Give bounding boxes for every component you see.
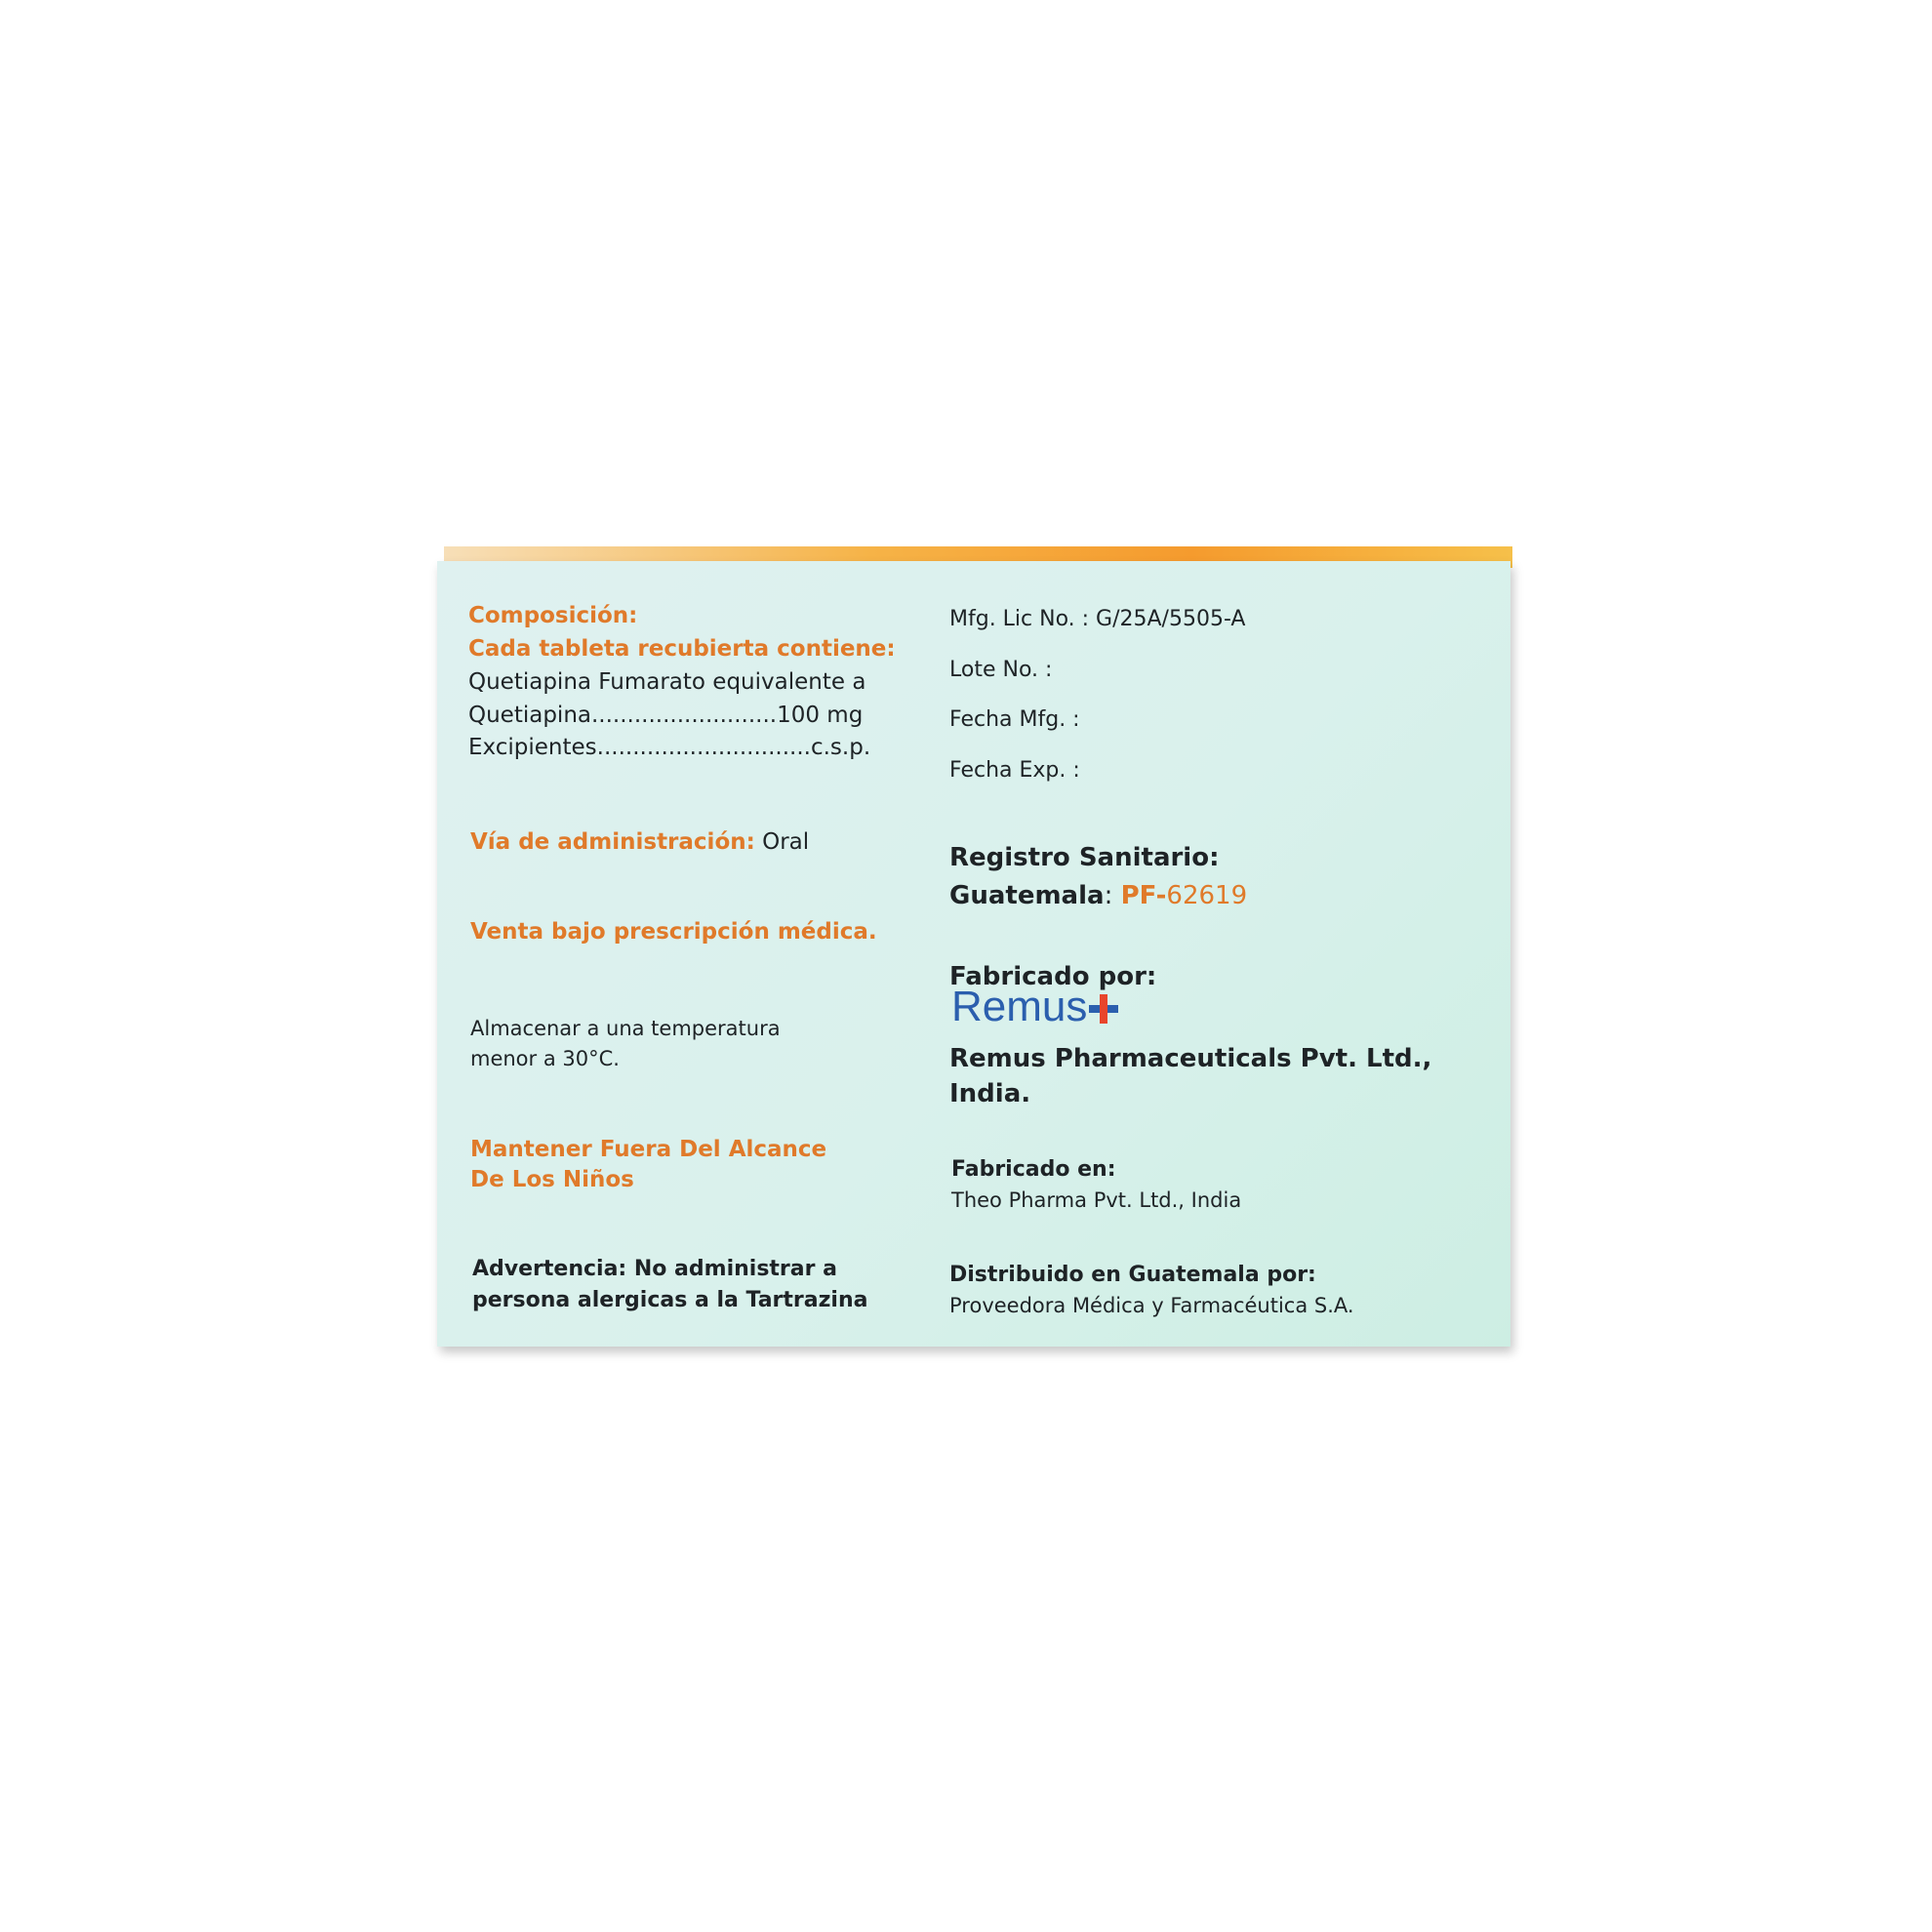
company-country: India. (949, 1079, 1031, 1108)
composicion-title: Composición: (468, 603, 638, 628)
cada-tableta-heading: Cada tableta recubierta contiene: (468, 636, 896, 662)
guatemala-colon: : (1104, 881, 1121, 910)
via-administracion (470, 831, 809, 854)
registro-sanitario: Registro Sanitario: (949, 843, 1220, 872)
company-name: Remus Pharmaceuticals Pvt. Ltd., (949, 1044, 1432, 1073)
composition-line-1: Quetiapina Fumarato equivalente a (468, 669, 866, 695)
fabricado-por-label: Fabricado por: (949, 962, 1157, 991)
registro-guatemala (949, 883, 1247, 908)
fabricado-en-label: Fabricado en: (951, 1157, 1116, 1182)
pf-prefix: PF- (1120, 881, 1167, 910)
guatemala-label: Guatemala (949, 881, 1105, 910)
mfg-lic-number: Mfg. Lic No. : G/25A/5505-A (949, 607, 1246, 631)
advertencia-line-1: Advertencia: No administrar a (472, 1257, 837, 1281)
remus-logo (951, 983, 1118, 1030)
lote-label: Lote No. : (949, 658, 1053, 682)
distribuido-label: Distribuido en Guatemala por: (949, 1263, 1316, 1287)
venta-notice: Venta bajo prescripción médica. (470, 919, 877, 945)
fecha-mfg-label: Fecha Mfg. : (949, 707, 1080, 732)
advertencia-line-2: persona alergicas a la Tartrazina (472, 1288, 868, 1312)
via-value: Oral (754, 829, 810, 855)
distribuido-value: Proveedora Médica y Farmacéutica S.A. (949, 1294, 1354, 1317)
fabricado-en-value: Theo Pharma Pvt. Ltd., India (951, 1188, 1242, 1212)
composition-line-2: Quetiapina..........................100 mg (468, 703, 864, 728)
remus-logo-text: Remus (951, 983, 1088, 1030)
via-label: Vía de administración: (470, 829, 755, 855)
fecha-exp-label: Fecha Exp. : (949, 758, 1080, 783)
almacenar-line-1: Almacenar a una temperatura (470, 1017, 781, 1040)
mantener-line-1: Mantener Fuera Del Alcance (470, 1137, 827, 1162)
pf-number: 62619 (1166, 881, 1248, 910)
mantener-line-2: De Los Niños (470, 1167, 634, 1192)
almacenar-line-2: menor a 30°C. (470, 1047, 620, 1070)
plus-icon (1089, 994, 1118, 1024)
composition-line-3: Excipientes..............................c.s.p. (468, 735, 871, 760)
